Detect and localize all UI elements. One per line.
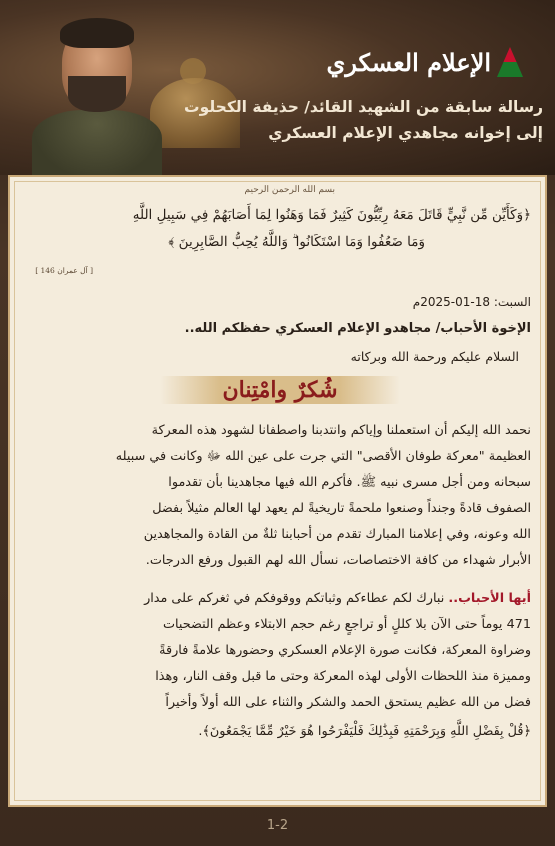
paragraph-2-closing-verse: ﴿قُلْ بِفَضْلِ اللَّهِ وَبِرَحْمَتِهِ فَبِذَٰلِكَ فَلْيَفْرَحُوا هُوَ خَيْرٌ مِّمَّا يَجْمَعُونَ﴾.: [198, 724, 531, 739]
letter-card: [8, 175, 547, 807]
paragraph-1-line: سبحانه ومن أجل مسرى نبيه ﷺ. فأكرم الله فيها مجاهدينا بأن تقدموا: [168, 475, 531, 490]
paragraph-1-line: نحمد الله إليكم أن استعملنا وإياكم وانتدبنا واصطفانا لشهود هذه المعركة: [151, 423, 531, 438]
portrait-hair: [60, 18, 134, 48]
paragraph-2-line: 471 يوماً حتى الآن بلا كللٍ أو تراجعٍ رغم حجم الابتلاء وعظم التضحيات: [162, 617, 531, 632]
verse-reference: [ آل عمران 146 ]: [35, 266, 93, 275]
martyr-portrait: [32, 14, 162, 174]
paragraph-2-line: وضراوة المعركة، فكانت صورة الإعلام العسكري وحضورها علامةً فارقةً: [159, 643, 531, 658]
thanks-banner-title: شُكرٌ وامْتِنان: [222, 377, 338, 403]
paragraph-1-line: الأبرار شهداء من كافة الاختصاصات، نسأل الله لهم القبول ورفع الدرجات.: [145, 553, 531, 568]
paragraph-2-first-line: [144, 591, 531, 606]
portrait-beard: [68, 76, 126, 112]
headline-line-1: رسالة سابقة من الشهيد القائد/ حذيفة الكحلوت: [184, 98, 543, 116]
basmala: بسم الله الرحمن الرحيم: [244, 185, 335, 195]
logo-emblem-icon: [497, 47, 523, 77]
military-media-logo: [323, 40, 523, 84]
portrait-uniform: [32, 110, 162, 175]
paragraph-2-lead: أيها الأحباب..: [448, 591, 531, 606]
quran-verse-line-1: ﴿وَكَأَيِّن مِّن نَّبِيٍّ قَاتَلَ مَعَهُ رِبِّيُّونَ كَثِيرٌ فَمَا وَهَنُوا لِمَا أَصَابَهُمْ فِي سَبِيلِ اللَّهِ: [132, 207, 531, 223]
paragraph-1-line: الصفوف قادةً وجنداً وصنعوا ملحمةً تاريخيةً لم يعهد لها العالم مثيلاً بفضل: [152, 501, 531, 516]
letter-greeting: الإخوة الأحباب/ مجاهدو الإعلام العسكري حفظكم الله..: [184, 321, 531, 336]
paragraph-1-line: الله وعونه، وفي إعلامنا المبارك تقدم من أحبابنا ثلةٌ من القادة والمجاهدين: [143, 527, 531, 542]
paragraph-1-line: العظيمة "معركة طوفان الأقصى" التي جرت على عين الله ﷻ وكانت في سبيله: [115, 449, 531, 464]
paragraph-2-line: ومميزة منذ اللحظات الأولى لهذه المعركة وحتى ما قبل وقف النار، وهذا: [155, 669, 531, 684]
paragraph-2-line: فضل من الله عظيم يستحق الحمد والشكر والثناء على الله أولاً وأخيراً: [165, 695, 531, 710]
page-indicator: 1-2: [266, 818, 289, 833]
logo-text: الإعلام العسكري: [326, 47, 491, 77]
thanks-banner: [160, 376, 400, 404]
quran-verse-line-2: وَمَا ضَعُفُوا وَمَا اسْتَكَانُوا ۗ وَاللَّهُ يُحِبُّ الصَّابِرِينَ ﴾: [168, 234, 425, 250]
paragraph-2-first-line-rest: نبارك لكم عطاءكم وثباتكم ووقوفكم في ثغركم على مدار: [144, 591, 449, 606]
letter-salam: السلام عليكم ورحمة الله وبركاته: [350, 349, 519, 364]
headline-line-2: إلى إخوانه مجاهدي الإعلام العسكري: [268, 124, 543, 142]
letter-date: السبت: 18-01-2025م: [412, 295, 531, 309]
header-banner: [0, 0, 555, 175]
